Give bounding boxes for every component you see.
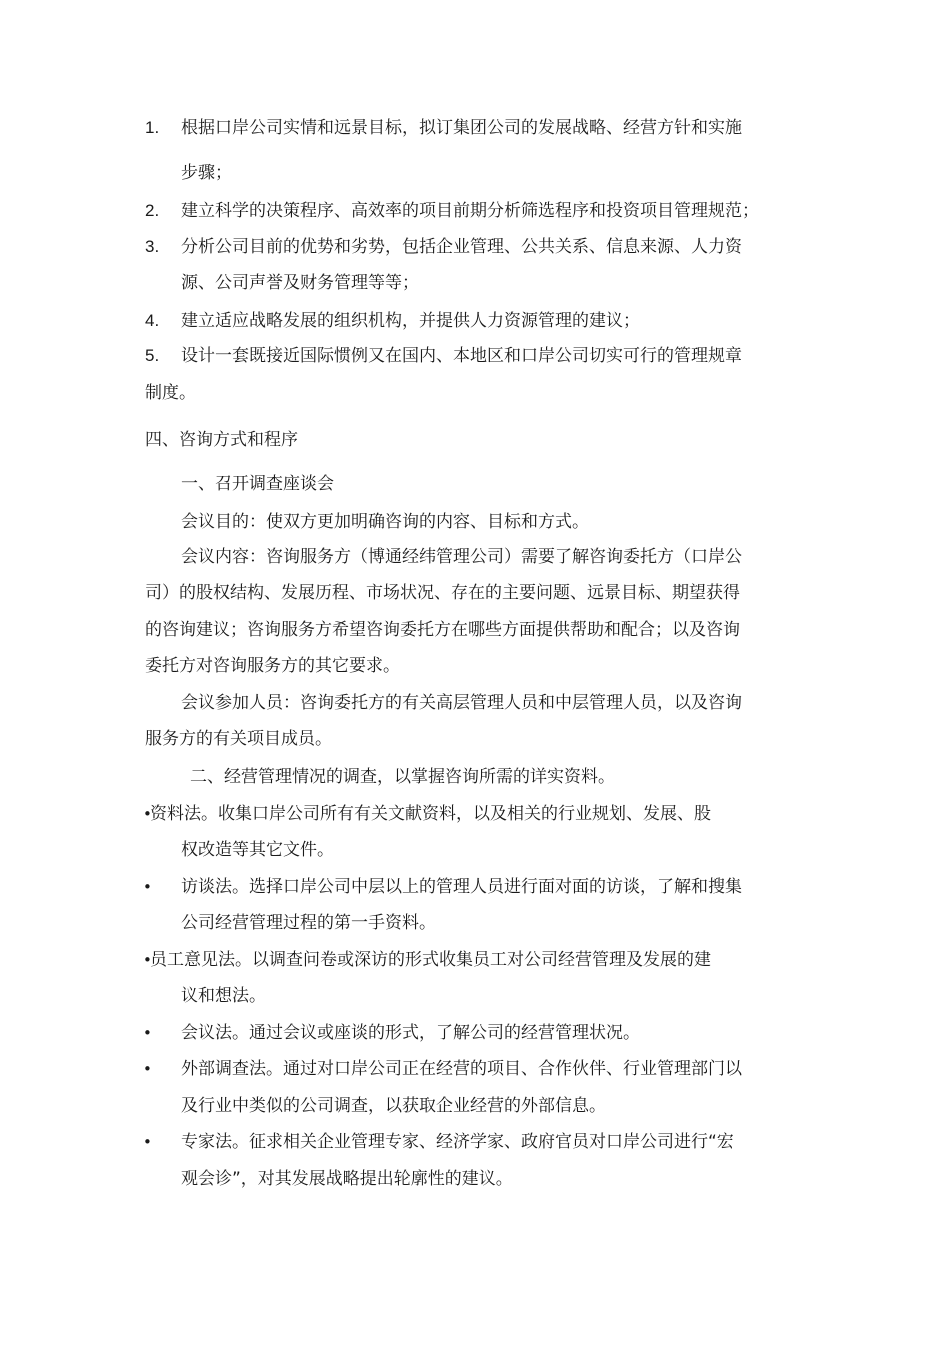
list-item-line: 建立适应战略发展的组织机构，并提供人力资源管理的建议； xyxy=(181,311,640,331)
bullet-glyph: • xyxy=(143,1133,152,1151)
list-number: 1. xyxy=(145,118,160,137)
bullet-glyph: • xyxy=(143,1024,152,1042)
bullet-glyph: • xyxy=(143,1060,152,1078)
bullet-line: 专家法。征求相关企业管理专家、经济学家、政府官员对口岸公司进行“宏 xyxy=(181,1132,734,1152)
subsection-heading: 一、召开调查座谈会 xyxy=(181,474,334,494)
bullet-glyph: • xyxy=(143,951,152,969)
bullet-line: 权改造等其它文件。 xyxy=(181,840,334,860)
paragraph-line: 会议目的：使双方更加明确咨询的内容、目标和方式。 xyxy=(181,512,589,532)
bullet-line: 及行业中类似的公司调查，以获取企业经营的外部信息。 xyxy=(181,1096,606,1116)
bullet-line: 资料法。收集口岸公司所有有关文献资料，以及相关的行业规划、发展、股 xyxy=(150,804,711,824)
list-item-line: 根据口岸公司实情和远景目标，拟订集团公司的发展战略、经营方针和实施 xyxy=(181,118,742,138)
bullet-line: 外部调查法。通过对口岸公司正在经营的项目、合作伙伴、行业管理部门以 xyxy=(181,1059,742,1079)
bullet-line: 会议法。通过会议或座谈的形式，了解公司的经营管理状况。 xyxy=(181,1023,640,1043)
list-item-line: 源、公司声誉及财务管理等等； xyxy=(181,273,419,293)
subsection-heading: 二、经营管理情况的调查，以掌握咨询所需的详实资料。 xyxy=(190,767,615,787)
list-number: 4. xyxy=(145,311,160,330)
bullet-line: 公司经营管理过程的第一手资料。 xyxy=(181,913,436,933)
bullet-line: 观会诊”，对其发展战略提出轮廓性的建议。 xyxy=(181,1169,513,1189)
section-heading: 四、咨询方式和程序 xyxy=(145,430,298,450)
list-number: 3. xyxy=(145,237,160,256)
bullet-glyph: • xyxy=(143,878,152,896)
list-item-line: 设计一套既接近国际惯例又在国内、本地区和口岸公司切实可行的管理规章 xyxy=(181,346,742,366)
list-number: 2. xyxy=(145,201,160,220)
list-item-line: 制度。 xyxy=(145,383,196,403)
bullet-line: 员工意见法。以调查问卷或深访的形式收集员工对公司经营管理及发展的建 xyxy=(150,950,711,970)
bullet-line: 议和想法。 xyxy=(181,986,266,1006)
paragraph-line: 服务方的有关项目成员。 xyxy=(145,729,332,749)
paragraph-line: 委托方对咨询服务方的其它要求。 xyxy=(145,656,400,676)
bullet-glyph: • xyxy=(143,805,152,823)
list-item-line: 建立科学的决策程序、高效率的项目前期分析筛选程序和投资项目管理规范； xyxy=(181,201,759,221)
paragraph-line: 的咨询建议；咨询服务方希望咨询委托方在哪些方面提供帮助和配合；以及咨询 xyxy=(145,620,740,640)
bullet-line: 访谈法。选择口岸公司中层以上的管理人员进行面对面的访谈，了解和搜集 xyxy=(181,877,742,897)
list-item-line: 步骤； xyxy=(181,163,232,183)
paragraph-line: 会议内容：咨询服务方（博通经纬管理公司）需要了解咨询委托方（口岸公 xyxy=(181,547,742,567)
list-item-line: 分析公司目前的优势和劣势，包括企业管理、公共关系、信息来源、人力资 xyxy=(181,237,742,257)
paragraph-line: 司）的股权结构、发展历程、市场状况、存在的主要问题、远景目标、期望获得 xyxy=(145,583,740,603)
list-number: 5. xyxy=(145,346,160,365)
paragraph-line: 会议参加人员：咨询委托方的有关高层管理人员和中层管理人员，以及咨询 xyxy=(181,693,742,713)
